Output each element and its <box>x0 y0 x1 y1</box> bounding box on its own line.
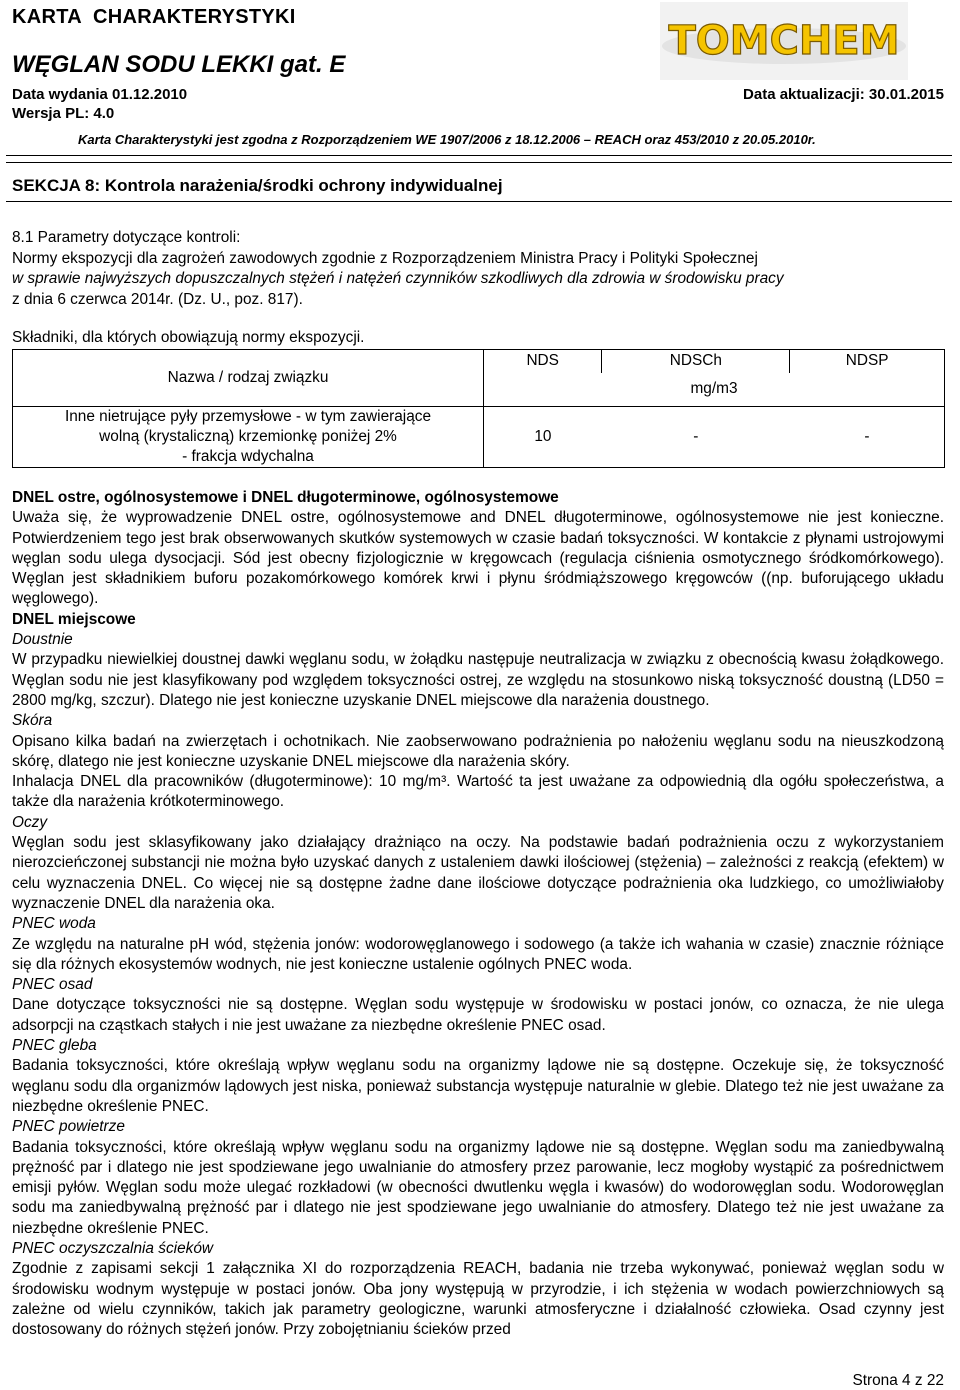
regulation-title: w sprawie najwyższych dopuszczalnych stężeń i natężeń czynników szkodliwych dla zdrowia w środowisku pracy <box>12 270 784 287</box>
oral-text: W przypadku niewielkiej doustnej dawki węglanu sodu, w żołądku następuje neutralizacja w związku z obecnością kwasu żołądkowego. Węglan sodu nie jest klasyfikowany pod względem toksyczności ostrej, ze względu na stosunkowo niską toksyczność doustną (LD50 = 2800 mg/kg, szczur). Dlatego nie jest konieczne uzyskanie DNEL miejscowe dla narażenia doustnego. <box>12 651 944 709</box>
pnec-soil-text: Badania toksyczności, które określają wpływ węglanu sodu na organizmy lądowe nie są dostępne. Oczekuje się, że toksyczność węglanu sodu dla organizmów lądowych jest niska, ponieważ substancja występuje naturalnie w glebie. Dlatego też nie jest uważane za niezbędne określenie PNEC. <box>12 1057 944 1115</box>
pnec-stp-text: Zgodnie z zapisami sekcji 1 załącznika XI do rozporządzenia REACH, badania nie trzeba wykonywać, ponieważ węglan sodu w środowisku wodnym występuje w postaci jonów. Oba jony występują w przyrodzie, i ich stężenia w wodach powierzchniowych są zależne od wielu czynników, takich jak parametry geologiczne, warunki atmosferyczne i działalność człowieka. Osad czynny jest dostosowany do różnych stężeń jonów. Przy zobojętnianiu ścieków przed <box>12 1260 944 1339</box>
document-type-title: KARTA CHARAKTERYSTYKI <box>12 6 296 28</box>
pnec-soil-label: PNEC gleba <box>12 1037 97 1055</box>
dnel-text: Uważa się, że wyprowadzenie DNEL ostre, ogólnosystemowe and DNEL długoterminowe, ogólnosystemowe nie jest konieczne. Potwierdzeniem tego jest brak obserwowanych skutków systemowych w czasie badań toksyczności. W kontakcie z płynami ustrojowymi węglan sodu ulega dysocjacji. Sód jest obecny fizjologicznie w kręgowcach (regulacja ciśnienia osmotycznego śródkomórkowego). Węglan jest składnikiem buforu pozakomórkowego komórek krwi i płynu śródmiąższowego kręgowców ((np. buforującego układu węglowego). <box>12 509 944 608</box>
eyes-text: Węglan sodu jest sklasyfikowany jako działający drażniąco na oczy. Na podstawie badań podrażnienia oczu z wykorzystaniem nierozcieńczonej substancji nie można było uzyskać danych z ustaleniem dawki ilościowej (stężenia) – zależności z reakcją (efektem) w celu wyznaczenia DNEL. Co więcej nie są dostępne żadne dane ilościowe dotyczące podrażnienia oka ludzkiego, co umożliwiałoby wyznaczenie DNEL dla narażenia oka. <box>12 834 944 912</box>
inhalation-text: Inhalacja DNEL dla pracowników (długoterminowe): 10 mg/m³. Wartość ta jest uważane za odpowiednią dla ogółu społeczeństwa, a także dla narażenia krótkoterminowego. <box>12 773 944 811</box>
subsection-heading: 8.1 Parametry dotyczące kontroli: <box>12 229 241 246</box>
ndsp-value: - <box>790 407 945 468</box>
regulation-date: z dnia 6 czerwca 2014r. (Dz. U., poz. 817). <box>12 290 303 308</box>
table-header-ndsp: NDSP <box>790 350 945 373</box>
subsection-8-1 <box>12 228 944 349</box>
skin-text: Opisano kilka badań na zwierzętach i ochotnikach. Nie zaobserwowano podrażnienia po nałożeniu węglanu sodu na nieuszkodzoną skórę, dlatego nie jest konieczne uzyskanie DNEL miejscowe dla narażenia skóry. <box>12 732 944 770</box>
table-row <box>13 407 945 468</box>
dnel-local-heading: DNEL miejscowe <box>12 610 136 628</box>
section-top-divider <box>6 162 952 163</box>
product-name: WĘGLAN SODU LEKKI gat. E <box>12 51 346 78</box>
substance-name-line3: - frakcja wdychalna <box>182 448 314 465</box>
page-number: Strona 4 z 22 <box>852 1372 944 1389</box>
table-header-name: Nazwa / rodzaj związku <box>13 350 484 407</box>
pnec-stp-label: PNEC oczyszczalnia ścieków <box>12 1239 213 1257</box>
section-title: SEKCJA 8: Kontrola narażenia/środki ochrony indywidualnej <box>12 176 503 195</box>
header-divider <box>6 155 952 156</box>
pnec-water-label: PNEC woda <box>12 915 96 933</box>
pnec-sediment-label: PNEC osad <box>12 976 93 994</box>
update-date: Data aktualizacji: 30.01.2015 <box>743 86 944 103</box>
version-label: Wersja PL: 4.0 <box>12 105 115 122</box>
ndsch-value: - <box>602 407 790 468</box>
pnec-sediment-text: Dane dotyczące toksyczności nie są dostępne. Węglan sodu występuje w środowisku w postaci jonów, co oznacza, że nie ulega adsorpcji na cząstkach stałych i nie jest uważane za niezbędne określenie PNEC osad. <box>12 996 944 1034</box>
regulation-line: Normy ekspozycji dla zagrożeń zawodowych zgodnie z Rozporządzeniem Ministra Pracy i Polityki Społecznej <box>12 249 758 267</box>
dnel-heading: DNEL ostre, ogólnosystemowe i DNEL długoterminowe, ogólnosystemowe <box>12 489 559 506</box>
components-note: Składniki, dla których obowiązują normy ekspozycji. <box>12 329 365 346</box>
tomchem-logo <box>660 2 908 80</box>
pnec-air-label: PNEC powietrze <box>12 1118 125 1136</box>
oral-label: Doustnie <box>12 631 73 649</box>
table-header-unit: mg/m3 <box>484 373 945 407</box>
substance-name-cell <box>13 407 484 468</box>
eyes-label: Oczy <box>12 813 48 831</box>
section-bottom-divider <box>6 201 952 202</box>
pnec-air-text: Badania toksyczności, które określają wpływ węglanu sodu na organizmy lądowe nie są dostępne. Węglan sodu ma zaniedbywalną prężność par i dlatego nie jest spodziewane jego uwalnianie do atmosfery przez parowanie, lecz mogłoby wystąpić za pośrednictwem emisji pyłów. Węglan sodu może ulegać rozkładowi (w obecności dwutlenku węgla i kwasów) do wodorowęglan sodu. Wodorowęglan sodu ma zaniedbywalną prężność par i dlatego nie jest spodziewane jego uwalnianie do atmosfery. Dlatego też nie jest uważane za niezbędne określenie PNEC. <box>12 1138 944 1237</box>
skin-label: Skóra <box>12 712 53 730</box>
table-header-nds: NDS <box>484 350 602 373</box>
table-header-ndsch: NDSCh <box>602 350 790 373</box>
compliance-note: Karta Charakterystyki jest zgodna z Rozporządzeniem WE 1907/2006 z 18.12.2006 – REACH oraz 453/2010 z 20.05.2010r. <box>78 132 816 147</box>
dnel-pnec-text <box>12 488 944 1340</box>
substance-name-line1: Inne nietrujące pyły przemysłowe - w tym zawierające <box>64 408 432 425</box>
substance-name-line2: wolną (krystaliczną) krzemionkę poniżej 2% <box>99 428 397 445</box>
logo-text: TOMCHEM <box>668 18 900 64</box>
pnec-water-text: Ze względu na naturalne pH wód, stężenia jonów: wodorowęglanowego i sodowego (a także ich wahania w czasie) znacznie różniące się dla różnych ekosystemów wodnych, nie jest konieczne ustalenie ogólnych PNEC woda. <box>12 935 944 973</box>
nds-value: 10 <box>484 407 602 468</box>
issue-date: Data wydania 01.12.2010 <box>12 86 188 103</box>
exposure-limits-table <box>12 349 945 468</box>
